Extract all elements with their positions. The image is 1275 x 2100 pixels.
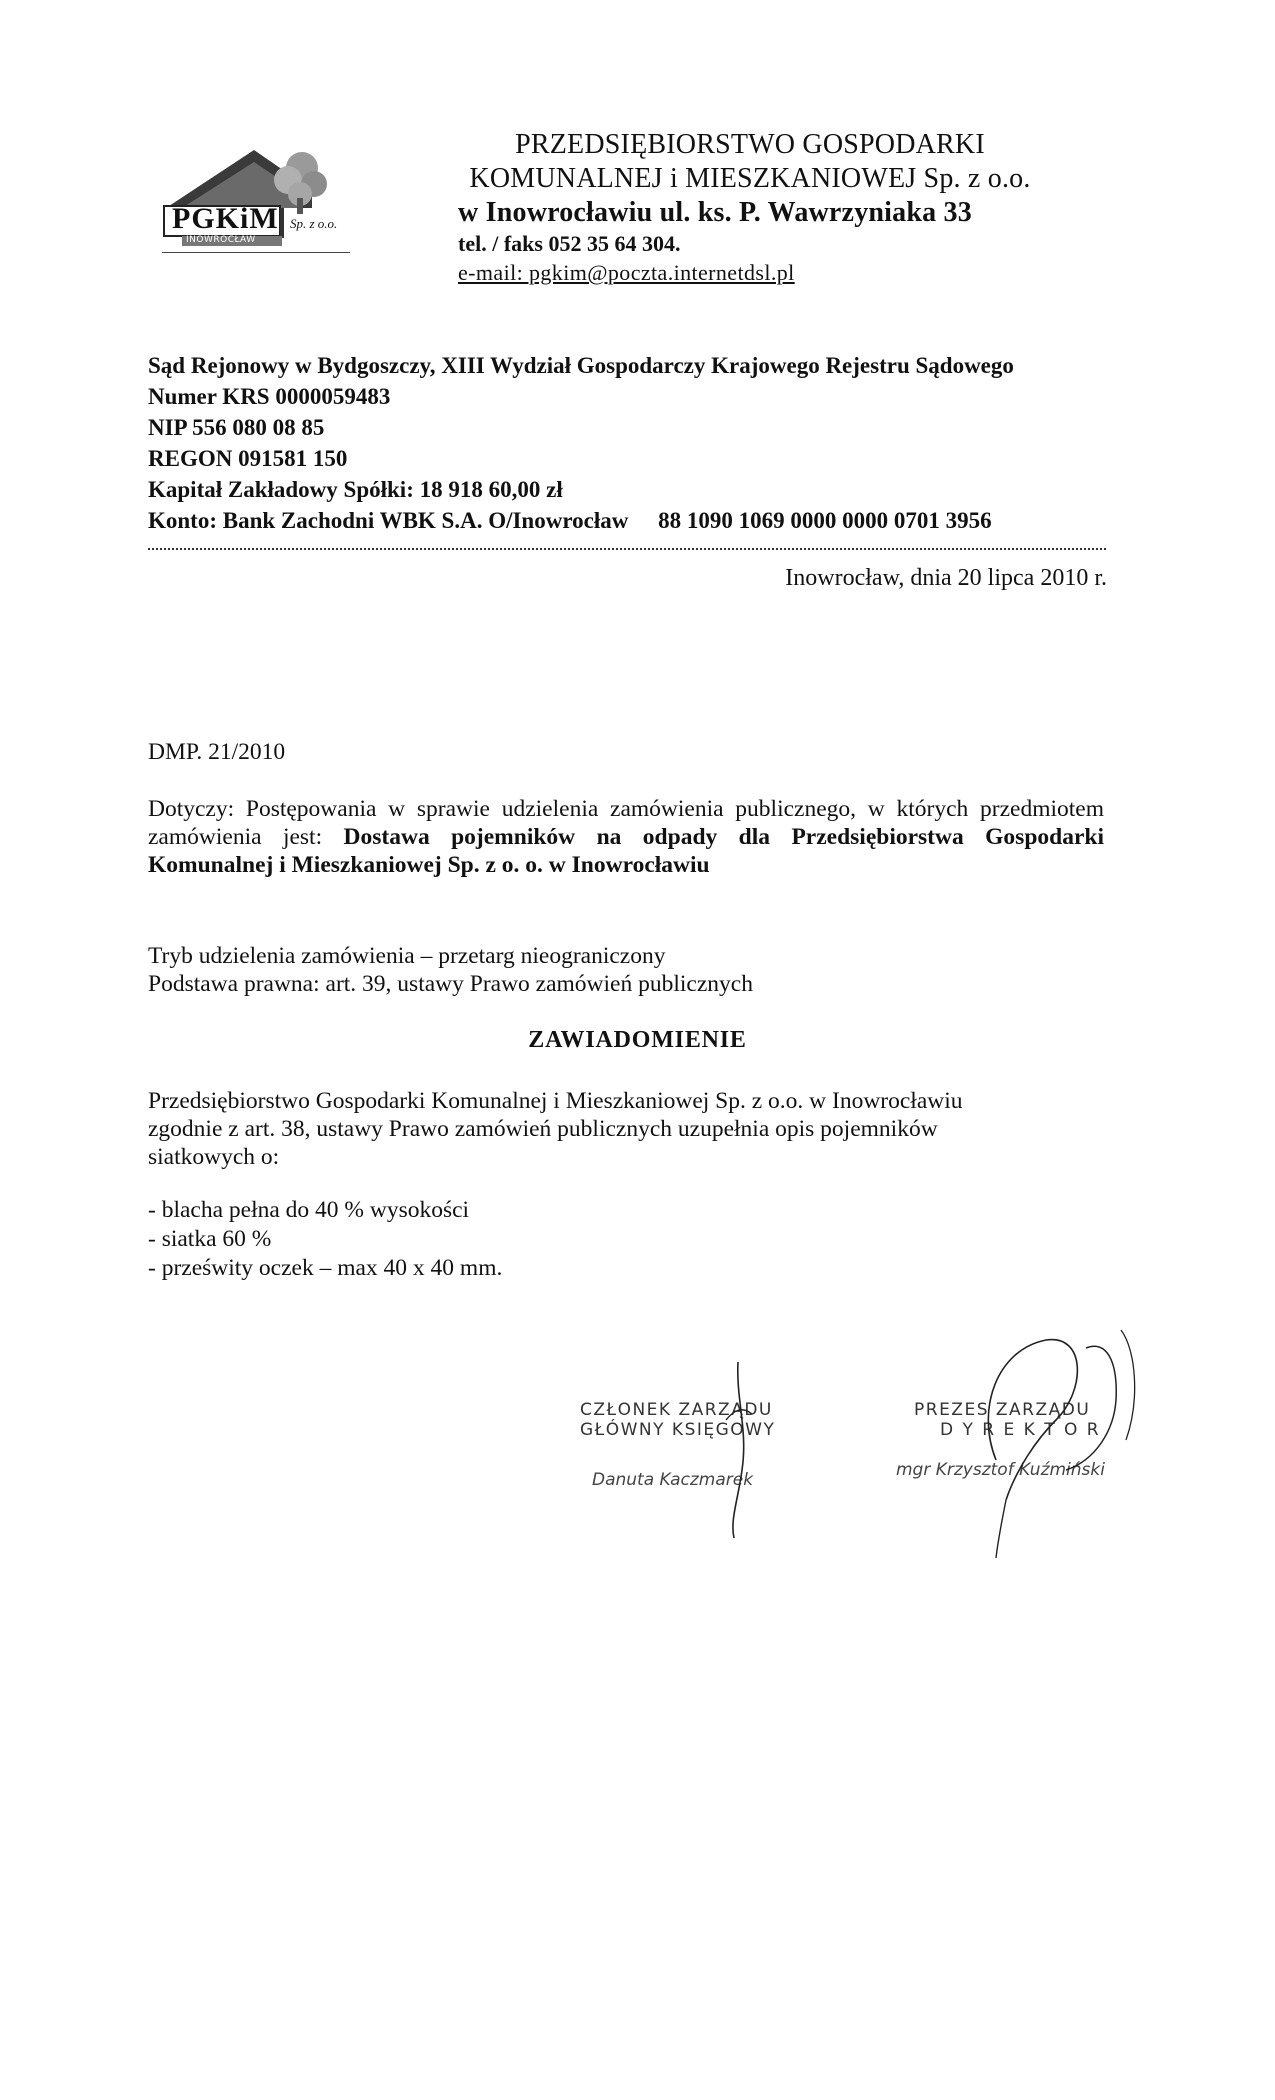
dotted-separator xyxy=(148,548,1106,550)
share-capital: Kapitał Zakładowy Spółki: 18 918 60,00 zł xyxy=(148,477,563,502)
specification-list xyxy=(148,1196,502,1283)
nip-number: NIP 556 080 08 85 xyxy=(148,415,325,440)
bank-account xyxy=(148,505,1148,536)
procedure-info xyxy=(148,942,753,998)
list-item: - prześwity oczek – max 40 x 40 mm. xyxy=(148,1255,503,1281)
company-name-line2: KOMUNALNEJ i MIESZKANIOWEJ Sp. z o.o. xyxy=(469,163,1031,194)
krs-number: Numer KRS 0000059483 xyxy=(148,384,391,409)
subject-prefix: Dotyczy: Postępowania w sprawie udzielenia zamówienia publicznego, w których przedmiotem zamówienia jest: xyxy=(148,796,1104,850)
notice-line: zgodnie z art. 38, ustawy Prawo zamówień publicznych uzupełnia opis pojemników xyxy=(148,1116,938,1142)
notice-heading: ZAWIADOMIENIE xyxy=(528,1027,747,1053)
company-email-link[interactable]: e-mail: pgkim@poczta.internetdsl.pl xyxy=(458,260,795,285)
regon-number: REGON 091581 150 xyxy=(148,446,348,471)
notice-line: Przedsiębiorstwo Gospodarki Komunalnej i Mieszkaniowej Sp. z o.o. w Inowrocławiu xyxy=(148,1088,963,1114)
reference-number: DMP. 21/2010 xyxy=(148,739,286,765)
logo-text: PGKiM xyxy=(172,202,279,235)
handwritten-signature xyxy=(708,1360,768,1540)
company-phone: tel. / faks 052 35 64 304. xyxy=(458,231,681,256)
handwritten-signature xyxy=(936,1320,1156,1560)
procedure-mode: Tryb udzielenia zamówienia – przetarg nieograniczony xyxy=(148,943,666,969)
stamp-title: PREZES ZARZĄDU xyxy=(914,1400,1091,1420)
list-item: - blacha pełna do 40 % wysokości xyxy=(148,1197,470,1223)
logo-city: INOWROCŁAW xyxy=(186,235,256,245)
stamp-title: CZŁONEK ZARZĄDU xyxy=(580,1400,773,1420)
company-name-line1: PRZEDSIĘBIORSTWO GOSPODARKI xyxy=(515,129,985,160)
company-address: w Inowrocławiu ul. ks. P. Wawrzyniaka 33 xyxy=(458,197,972,228)
bank-account-label: Konto: Bank Zachodni WBK S.A. O/Inowrocław xyxy=(148,508,629,533)
signature-block-director xyxy=(896,1400,1156,1580)
logo-company-form: Sp. z o.o. xyxy=(290,216,338,231)
stamp-subtitle: D Y R E K T O R xyxy=(940,1420,1101,1440)
notice-body xyxy=(148,1087,1048,1171)
signatory-name: mgr Krzysztof Kuźmiński xyxy=(896,1460,1105,1480)
company-logo xyxy=(162,138,350,258)
signatory-name: Danuta Kaczmarek xyxy=(592,1470,754,1490)
bank-account-number: 88 1090 1069 0000 0000 0701 3956 xyxy=(658,508,992,533)
company-header xyxy=(420,128,1160,288)
letter-date: Inowrocław, dnia 20 lipca 2010 r. xyxy=(785,565,1107,591)
registry-info xyxy=(148,350,1148,536)
logo-underline xyxy=(162,252,350,253)
procedure-legal-basis: Podstawa prawna: art. 39, ustawy Prawo zamówień publicznych xyxy=(148,971,753,997)
notice-line: siatkowych o: xyxy=(148,1144,280,1170)
subject-title: Dostawa pojemników na odpady dla Przedsiębiorstwa Gospodarki Komunalnej i Mieszkaniowej Sp. z o. o. w Inowrocławiu xyxy=(148,824,1104,878)
stamp-subtitle: GŁÓWNY KSIĘGOWY xyxy=(580,1420,776,1440)
court-registry: Sąd Rejonowy w Bydgoszczy, XIII Wydział Gospodarczy Krajowego Rejestru Sądowego xyxy=(148,353,1014,378)
signature-block-accountant xyxy=(580,1400,820,1570)
list-item: - siatka 60 % xyxy=(148,1226,272,1252)
subject-paragraph xyxy=(148,795,1104,879)
